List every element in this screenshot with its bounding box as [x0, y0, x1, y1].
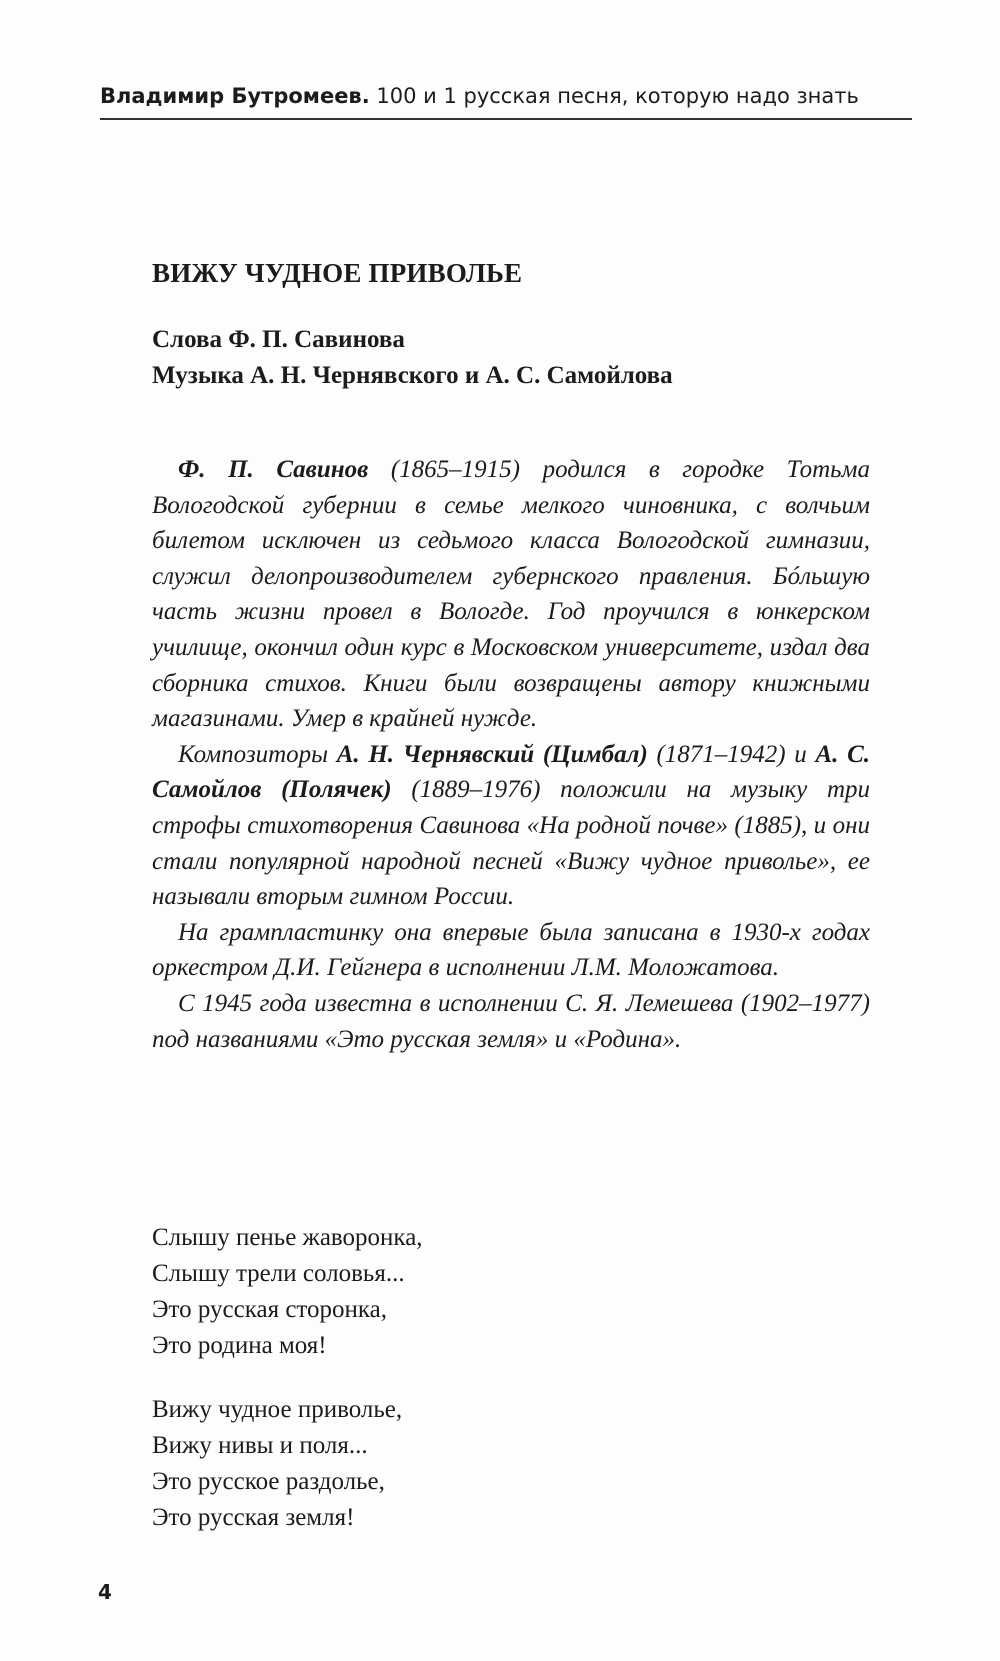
lyrics-credit: Слова Ф. П. Савинова [152, 326, 405, 353]
bio-savinov-name: Ф. П. Савинов [178, 456, 369, 483]
verse-2 [152, 1392, 402, 1536]
bio-composers-lead: Композиторы [178, 740, 337, 768]
bio-composers-mid: (1871–1942) и [647, 740, 816, 768]
music-credit: Музыка А. Н. Чернявского и А. С. Самойлова [152, 362, 673, 389]
header-author: Владимир Бутромеев. [100, 84, 370, 108]
bio-composer-1: А. Н. Чернявский (Цимбал) [336, 740, 648, 768]
song-credits [152, 322, 673, 394]
verse-line: Слышу пенье жаворонка, [152, 1224, 423, 1251]
verse-line: Вижу нивы и поля... [152, 1432, 368, 1459]
verse-line: Это русская сторонка, [152, 1296, 388, 1323]
bio-composer-2: А. С. Самойлов (Полячек) [152, 740, 870, 804]
verse-line: Слышу трели соловья... [152, 1260, 405, 1287]
verse-line: Это русская земля! [152, 1504, 355, 1531]
verse-line: Это родина моя! [152, 1332, 327, 1359]
bio-paragraph-2 [152, 737, 870, 915]
page-number: 4 [98, 1580, 112, 1604]
verse-line: Вижу чудное приволье, [152, 1396, 403, 1423]
biography [152, 452, 870, 1057]
bio-paragraph-4: С 1945 года известна в исполнении С. Я. Лемешева (1902–1977) под названиями «Это русская земля» и «Родина». [152, 989, 870, 1053]
verse-1 [152, 1220, 423, 1364]
bio-savinov-text: (1865–1915) родился в городке Тотьма Вологодской губернии в семье мелкого чиновника, с волчьим билетом исключен из седьмого класса Вологодской гимназии, служил делопроизводителем губернского правления. Бóльшую часть жизни провел в Вологде. Год проучился в юнкерском училище, окончил один курс в Московском университете, издал два сборника стихов. Книги были возвращены автору книжными магазинами. Умер в крайней нужде. [152, 456, 870, 733]
bio-paragraph-3: На грампластинку она впервые была записана в 1930-х годах оркестром Д.И. Гейгнера в исполнении Л.М. Моложатова. [152, 918, 870, 982]
bio-paragraph-1 [152, 452, 870, 737]
song-title: ВИЖУ ЧУДНОЕ ПРИВОЛЬЕ [152, 258, 523, 288]
bio-composers-text: (1889–1976) положили на музыку три строфы стихотворения Савинова «На родной почве» (1885), и они стали популярной народной песней «Вижу чудное приволье», ее называли вторым гимном России. [152, 776, 870, 911]
header-book-title: 100 и 1 русская песня, которую надо знать [376, 84, 859, 108]
verse-line: Это русское раздолье, [152, 1468, 385, 1495]
running-head [100, 76, 912, 120]
